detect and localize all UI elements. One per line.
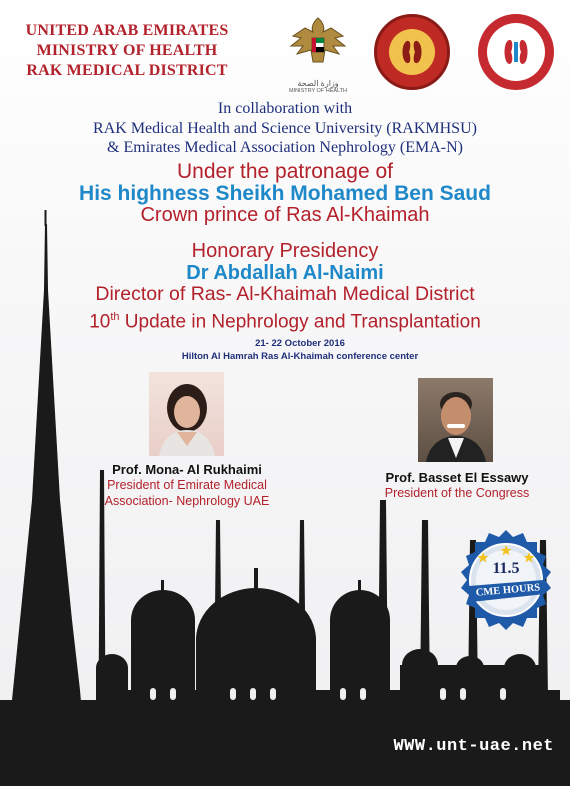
cme-hours-label: CME HOURS (475, 582, 541, 599)
speaker-role-basset: President of the Congress (384, 486, 530, 500)
honorary-name: Dr Abdallah Al-Naimi (186, 262, 384, 284)
event-venue: Hilton Al Hamrah Ras Al-Khaimah conference center (181, 351, 419, 362)
cme-hours-badge (453, 528, 559, 634)
speaker-role-mona-line1: President of Emirate Medical (107, 478, 267, 492)
event-dates: 21- 22 October 2016 (255, 338, 345, 349)
event-title-text: Update in Nephrology and Transplantation (119, 311, 481, 333)
honorary-title: Honorary Presidency (191, 240, 379, 262)
moh-english-text: MINISTRY OF HEALTH (288, 88, 348, 94)
header-moh: MINISTRY OF HEALTH (36, 42, 218, 59)
collab-rakmhsu: RAK Medical Health and Science University (RAKMHSU) (93, 120, 477, 137)
website-link[interactable]: WWW.unt-uae.net (393, 737, 554, 756)
portrait-icon (418, 378, 493, 462)
cme-hours-value: 11.5 (492, 560, 520, 577)
patronage-position: Crown prince of Ras Al-Khaimah (140, 204, 430, 226)
patronage-title: Under the patronage of (177, 160, 393, 183)
moh-arabic-text: وزارة الصحة (297, 79, 339, 88)
portrait-icon (149, 372, 224, 456)
speaker-photo-basset (418, 378, 493, 462)
collab-ema: & Emirates Medical Association Nephrology (EMA-N) (107, 139, 463, 156)
collab-intro: In collaboration with (217, 100, 353, 117)
event-edition-number: 10 (89, 311, 111, 333)
header-rak: RAK MEDICAL DISTRICT (26, 62, 228, 79)
header-uae: UNITED ARAB EMIRATES (25, 22, 229, 39)
event-edition-suffix: th (110, 311, 120, 323)
honorary-position: Director of Ras- Al-Khaimah Medical District (95, 283, 475, 305)
speaker-photo-mona (149, 372, 224, 456)
speaker-role-mona-line2: Association- Nephrology UAE (104, 494, 270, 508)
speaker-name-basset: Prof. Basset El Essawy (385, 470, 529, 485)
speaker-name-mona: Prof. Mona- Al Rukhaimi (112, 462, 262, 477)
patronage-name: His highness Sheikh Mohamed Ben Saud (79, 182, 491, 205)
